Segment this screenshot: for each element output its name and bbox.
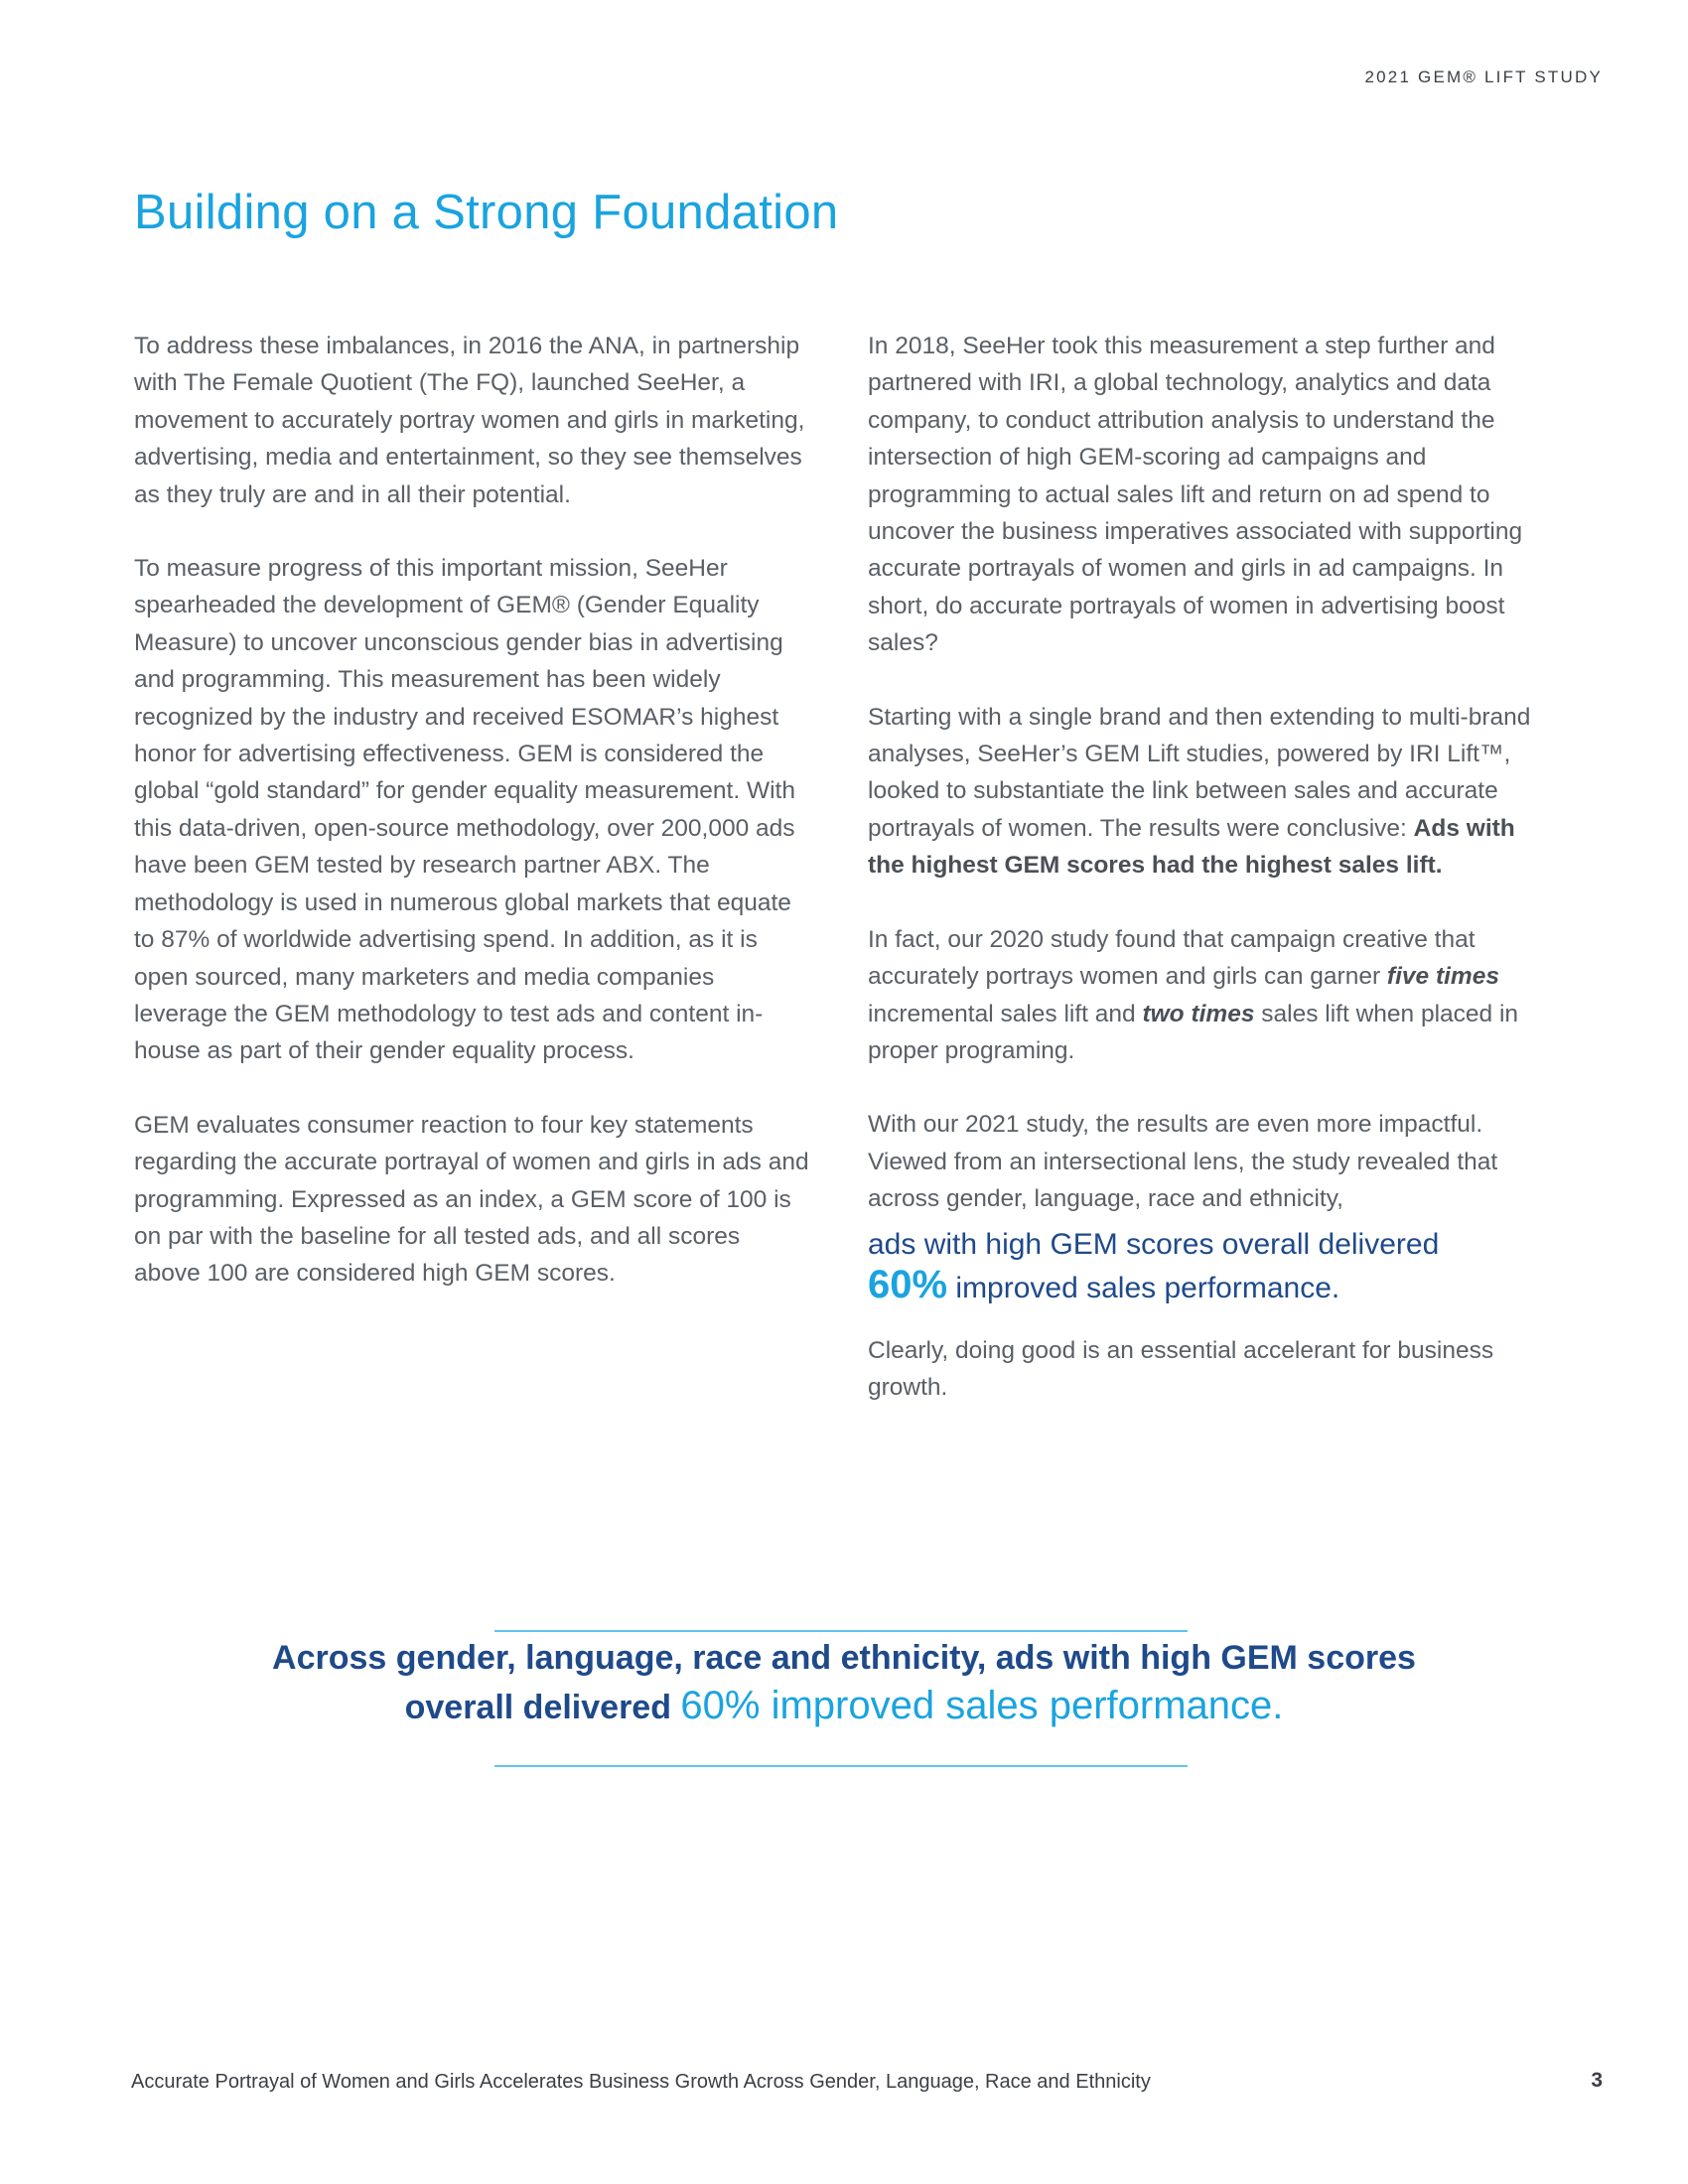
pull-quote-top-rule [494, 1630, 1188, 1632]
paragraph-text: incremental sales lift and [868, 1000, 1143, 1027]
paragraph-text: Starting with a single brand and then extending to multi-brand analyses, SeeHer’s GEM Lift studies, powered by IRI Lift™, looked to substantiate the link between sales and accurate portrayals of women. The results were conclusive: [868, 703, 1531, 842]
emphasis-two-times: two times [1142, 1000, 1255, 1027]
pull-quote [199, 1634, 1489, 1731]
callout-percent: 60% [868, 1262, 948, 1306]
paragraph: In 2018, SeeHer took this measurement a step further and partnered with IRI, a global technology, analytics and data company, to conduct attribution analysis to understand the intersection of high GEM-scoring ad campaigns and programming to actual sales lift and return on ad spend to uncover the business imperatives associated with supporting accurate portrayals of women and girls in ad campaigns. In short, do accurate portrayals of women in advertising boost sales? [868, 333, 1523, 657]
paragraph-text: sales lift when placed in proper programing. [868, 1000, 1519, 1064]
emphasis-text: Ads with the highest GEM scores had the highest sales lift. [868, 814, 1515, 880]
pull-quote-line: Across gender, language, race and ethnicity, ads with high GEM scores [272, 1639, 1416, 1677]
callout-line: ads with high GEM scores overall delivered [868, 1227, 1440, 1261]
callout-text: improved sales performance. [947, 1271, 1340, 1304]
page-title: Building on a Strong Foundation [134, 186, 839, 239]
footer-text: Accurate Portrayal of Women and Girls Accelerates Business Growth Across Gender, Language, Race and Ethnicity [131, 2071, 1151, 2093]
paragraph-text: In fact, our 2020 study found that campaign creative that accurately portrays women and girls can garner [868, 925, 1476, 991]
pull-quote-line [199, 1682, 1489, 1731]
emphasis-five-times: five times [1386, 963, 1499, 991]
paragraph: Clearly, doing good is an essential accelerant for business growth. [868, 1336, 1494, 1401]
left-column [134, 328, 809, 1329]
pull-quote-highlight: 60% improved sales performance. [680, 1684, 1284, 1727]
right-column [868, 328, 1553, 1442]
pull-quote-text: overall delivered [404, 1689, 681, 1726]
highlight-callout [868, 1224, 1553, 1308]
page-number: 3 [1591, 2069, 1603, 2092]
paragraph [868, 921, 1553, 1070]
paragraph: To measure progress of this important mission, SeeHer spearheaded the development of GEM® (Gender Equality Measure) to uncover unconscious gender bias in advertising and programming. This measurement has been widely recognized by the industry and received ESOMAR’s highest honor for advertising effectiveness. GEM is considered the global “gold standard” for gender equality measurement. With this data-driven, open-source methodology, over 200,000 ads have been GEM tested by research partner ABX. The methodology is used in numerous global markets that equate to 87% of worldwide advertising spend. In addition, as it is open sourced, many marketers and media companies leverage the GEM methodology to test ads and content in-house as part of their gender equality process. [134, 555, 795, 1065]
running-header: 2021 GEM® LIFT STUDY [1364, 68, 1603, 86]
paragraph: With our 2021 study, the results are even more impactful. Viewed from an intersectional lens, the study revealed that across gender, language, race and ethnicity, [868, 1111, 1498, 1213]
paragraph: To address these imbalances, in 2016 the ANA, in partnership with The Female Quotient (The FQ), launched SeeHer, a movement to accurately portray women and girls in marketing, advertising, media and entertainment, so they see themselves as they truly are and in all their potential. [134, 333, 805, 508]
paragraph: GEM evaluates consumer reaction to four key statements regarding the accurate portrayal of women and girls in ads and programming. Expressed as an index, a GEM score of 100 is on par with the baseline for all tested ads, and all scores above 100 are considered high GEM scores. [134, 1111, 809, 1288]
callout-line [868, 1262, 1553, 1308]
paragraph [868, 699, 1553, 885]
pull-quote-bottom-rule [494, 1765, 1188, 1767]
